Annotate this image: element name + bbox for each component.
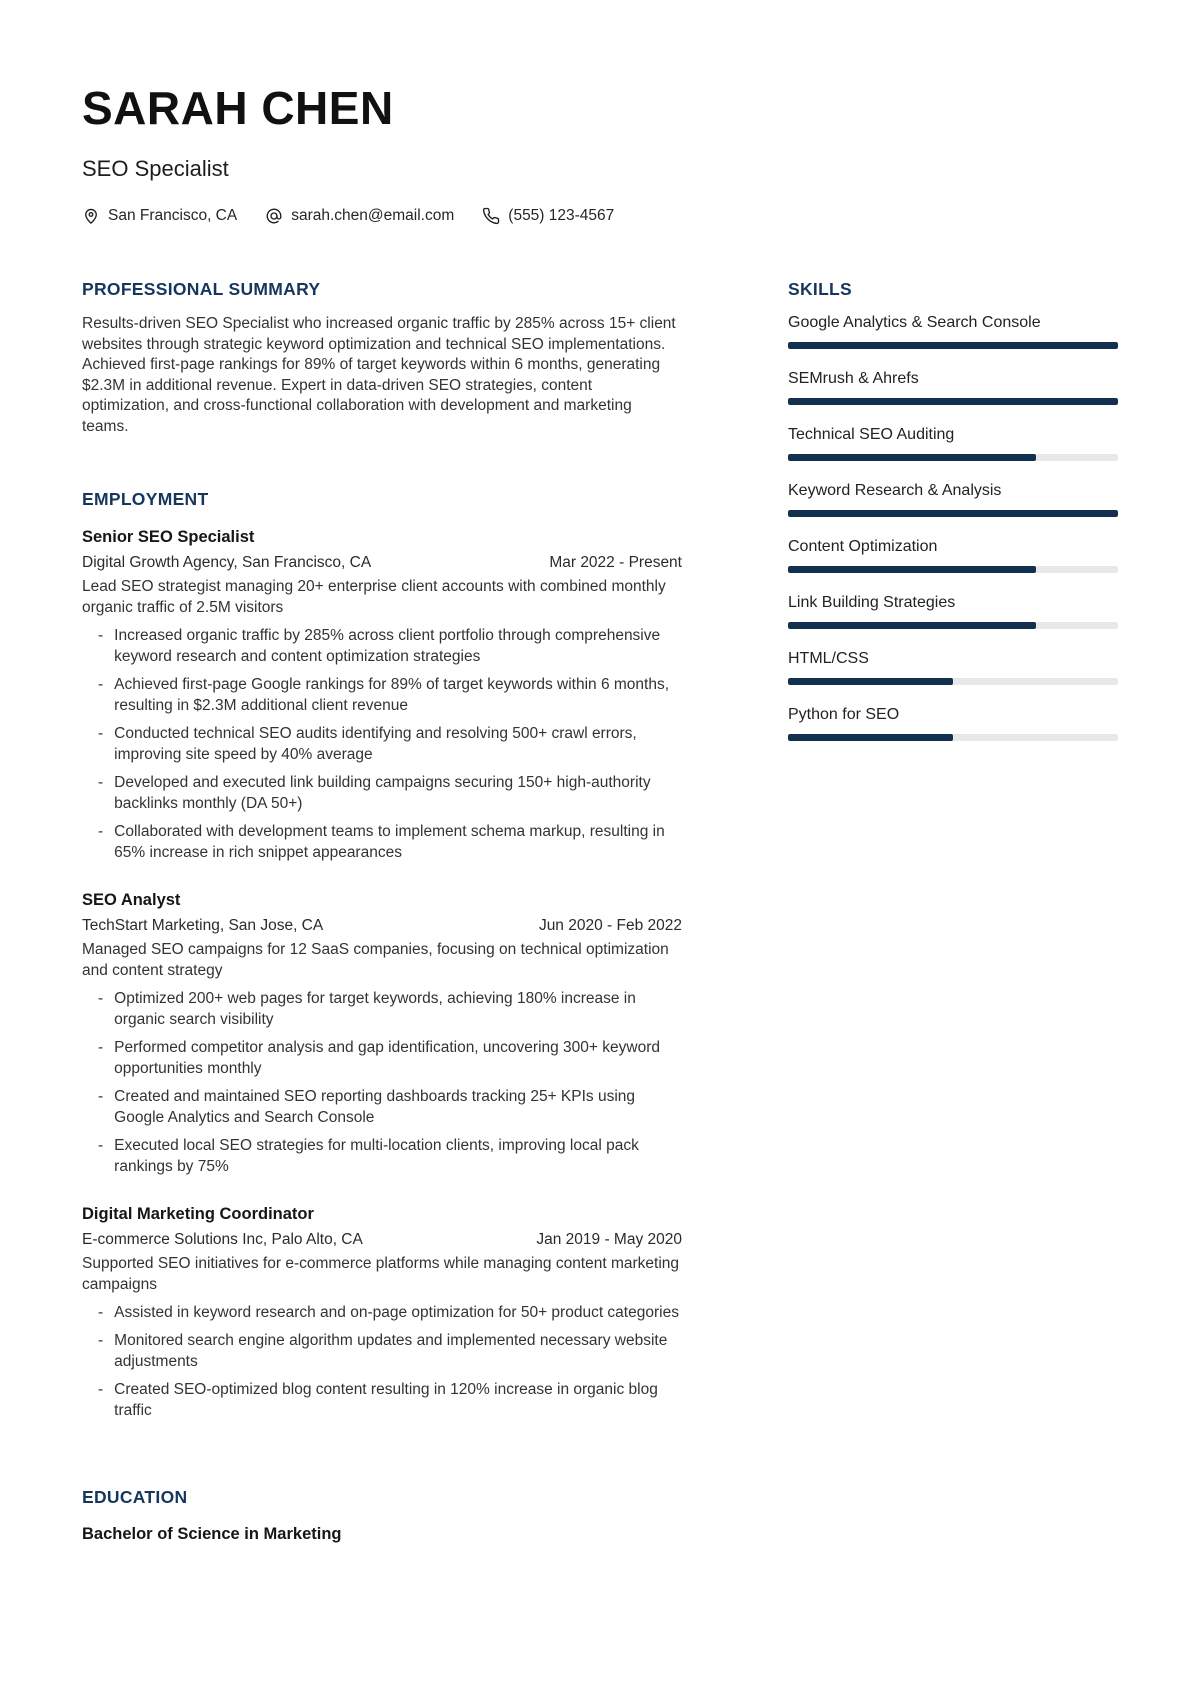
skill-bar-fill — [788, 398, 1118, 405]
skills-heading: SKILLS — [788, 279, 853, 299]
education-section — [82, 1487, 682, 1544]
skill-item — [788, 426, 1118, 461]
candidate-name: SARAH CHEN — [82, 82, 394, 134]
job-company: E-commerce Solutions Inc, Palo Alto, CA — [82, 1231, 363, 1248]
job-bullet — [82, 988, 682, 1030]
skill-item — [788, 706, 1118, 741]
bullet-text: Created and maintained SEO reporting dashboards tracking 25+ KPIs using Google Analytics and Search Console — [114, 1088, 636, 1126]
education-degree: Bachelor of Science in Marketing — [82, 1525, 342, 1543]
bullet-text: Monitored search engine algorithm updates and implemented necessary website adjustments — [114, 1332, 668, 1370]
bullet-text: Performed competitor analysis and gap identification, uncovering 300+ keyword opportunities monthly — [114, 1039, 660, 1077]
bullet-text: Assisted in keyword research and on-page optimization for 50+ product categories — [114, 1304, 679, 1321]
job-bullets — [82, 1302, 682, 1421]
contact-phone-text: (555) 123-4567 — [508, 207, 615, 224]
job-bullet — [82, 1330, 682, 1372]
job-title: Digital Marketing Coordinator — [82, 1205, 314, 1223]
summary-text: Results-driven SEO Specialist who increased organic traffic by 285% across 15+ client websites through strategic keyword optimization and technical SEO implementations. Achieved first-page rankings for 89% of target keywords within 6 months, generating $2.3M in additional revenue. Expert in data-driven SEO strategies, content optimization, and cross-functional collaboration with development and marketing teams. — [82, 315, 676, 435]
bullet-dash-marker: - — [98, 676, 104, 693]
job-bullet — [82, 723, 682, 765]
candidate-title: SEO Specialist — [82, 156, 229, 181]
phone-icon — [482, 207, 500, 225]
bullet-dash-marker: - — [98, 774, 104, 791]
job-bullet — [82, 1086, 682, 1128]
skill-bar-fill — [788, 342, 1118, 349]
job-dates: Mar 2022 - Present — [549, 554, 682, 571]
skill-label: SEMrush & Ahrefs — [788, 370, 919, 387]
sidebar-column — [788, 279, 1118, 1544]
skill-item — [788, 650, 1118, 685]
bullet-dash-marker: - — [98, 1332, 104, 1349]
resume-body — [82, 279, 1118, 1544]
job-bullets — [82, 625, 682, 863]
contact-location — [82, 207, 237, 225]
job-meta — [82, 554, 682, 572]
job-bullet — [82, 674, 682, 716]
skill-label: Technical SEO Auditing — [788, 426, 955, 443]
location-pin-icon — [82, 207, 100, 225]
skill-bar-track — [788, 622, 1118, 629]
skill-bar-fill — [788, 566, 1036, 573]
resume-header — [82, 82, 1118, 225]
bullet-text: Achieved first-page Google rankings for 89% of target keywords within 6 months, resulting in $2.3M additional client revenue — [114, 676, 670, 714]
skill-label: Google Analytics & Search Console — [788, 314, 1041, 331]
job-dates: Jan 2019 - May 2020 — [536, 1231, 682, 1248]
skill-bar-track — [788, 678, 1118, 685]
skill-label: HTML/CSS — [788, 650, 869, 667]
bullet-text: Created SEO-optimized blog content resulting in 120% increase in organic blog traffic — [114, 1381, 658, 1419]
job-description: Managed SEO campaigns for 12 SaaS companies, focusing on technical optimization and content strategy — [82, 941, 669, 979]
bullet-dash-marker: - — [98, 990, 104, 1007]
skill-bar-track — [788, 454, 1118, 461]
bullet-text: Conducted technical SEO audits identifying and resolving 500+ crawl errors, improving site speed by 40% average — [114, 725, 637, 763]
bullet-dash-marker: - — [98, 1381, 104, 1398]
job-company: TechStart Marketing, San Jose, CA — [82, 917, 324, 934]
skill-label: Content Optimization — [788, 538, 938, 555]
skill-item — [788, 482, 1118, 517]
contact-email — [265, 207, 454, 225]
at-sign-icon — [265, 207, 283, 225]
education-heading: EDUCATION — [82, 1487, 188, 1507]
job-bullet — [82, 1302, 682, 1323]
job-bullet — [82, 1037, 682, 1079]
skill-item — [788, 314, 1118, 349]
summary-section — [82, 279, 682, 437]
bullet-dash-marker: - — [98, 725, 104, 742]
skill-label: Keyword Research & Analysis — [788, 482, 1002, 499]
bullet-dash-marker: - — [98, 1039, 104, 1056]
skills-section — [788, 279, 1118, 741]
job-bullet — [82, 1379, 682, 1421]
skill-label: Link Building Strategies — [788, 594, 956, 611]
skill-bar-track — [788, 566, 1118, 573]
job-entry — [82, 891, 682, 1177]
skill-bar-fill — [788, 678, 953, 685]
job-bullet — [82, 625, 682, 667]
bullet-dash-marker: - — [98, 1088, 104, 1105]
job-entry — [82, 1205, 682, 1421]
job-company: Digital Growth Agency, San Francisco, CA — [82, 554, 372, 571]
bullet-dash-marker: - — [98, 627, 104, 644]
job-description: Supported SEO initiatives for e-commerce platforms while managing content marketing campaigns — [82, 1255, 680, 1293]
employment-heading: EMPLOYMENT — [82, 489, 209, 509]
bullet-text: Developed and executed link building campaigns securing 150+ high-authority backlinks monthly (DA 50+) — [114, 774, 651, 812]
job-entry — [82, 528, 682, 863]
skill-bar-track — [788, 734, 1118, 741]
job-title: Senior SEO Specialist — [82, 528, 255, 546]
bullet-dash-marker: - — [98, 1137, 104, 1154]
summary-heading: PROFESSIONAL SUMMARY — [82, 279, 321, 299]
bullet-dash-marker: - — [98, 1304, 104, 1321]
job-meta — [82, 917, 682, 935]
bullet-text: Optimized 200+ web pages for target keywords, achieving 180% increase in organic search visibility — [114, 990, 636, 1028]
bullet-text: Collaborated with development teams to implement schema markup, resulting in 65% increase in rich snippet appearances — [114, 823, 665, 861]
skill-item — [788, 594, 1118, 629]
skill-bar-fill — [788, 510, 1118, 517]
skill-item — [788, 370, 1118, 405]
main-column — [82, 279, 682, 1544]
contact-email-text: sarah.chen@email.com — [291, 207, 455, 224]
skill-bar-fill — [788, 454, 1036, 461]
bullet-text: Executed local SEO strategies for multi-location clients, improving local pack rankings by 75% — [114, 1137, 639, 1175]
skill-bar-track — [788, 510, 1118, 517]
job-bullets — [82, 988, 682, 1177]
job-bullet — [82, 821, 682, 863]
job-bullet — [82, 772, 682, 814]
bullet-text: Increased organic traffic by 285% across client portfolio through comprehensive keyword research and content optimization strategies — [114, 627, 661, 665]
skill-bar-track — [788, 342, 1118, 349]
contact-row — [82, 207, 1118, 225]
job-bullet — [82, 1135, 682, 1177]
contact-location-text: San Francisco, CA — [108, 207, 238, 224]
job-meta — [82, 1231, 682, 1249]
job-description: Lead SEO strategist managing 20+ enterprise client accounts with combined monthly organic traffic of 2.5M visitors — [82, 578, 666, 616]
skill-item — [788, 538, 1118, 573]
skill-bar-fill — [788, 734, 953, 741]
contact-phone — [482, 207, 614, 225]
job-list — [82, 528, 682, 1421]
job-title: SEO Analyst — [82, 891, 181, 909]
bullet-dash-marker: - — [98, 823, 104, 840]
employment-section — [82, 489, 682, 1421]
skill-bar-fill — [788, 622, 1036, 629]
job-dates: Jun 2020 - Feb 2022 — [538, 917, 682, 934]
skill-bar-track — [788, 398, 1118, 405]
skill-list — [788, 314, 1118, 741]
skill-label: Python for SEO — [788, 706, 900, 723]
